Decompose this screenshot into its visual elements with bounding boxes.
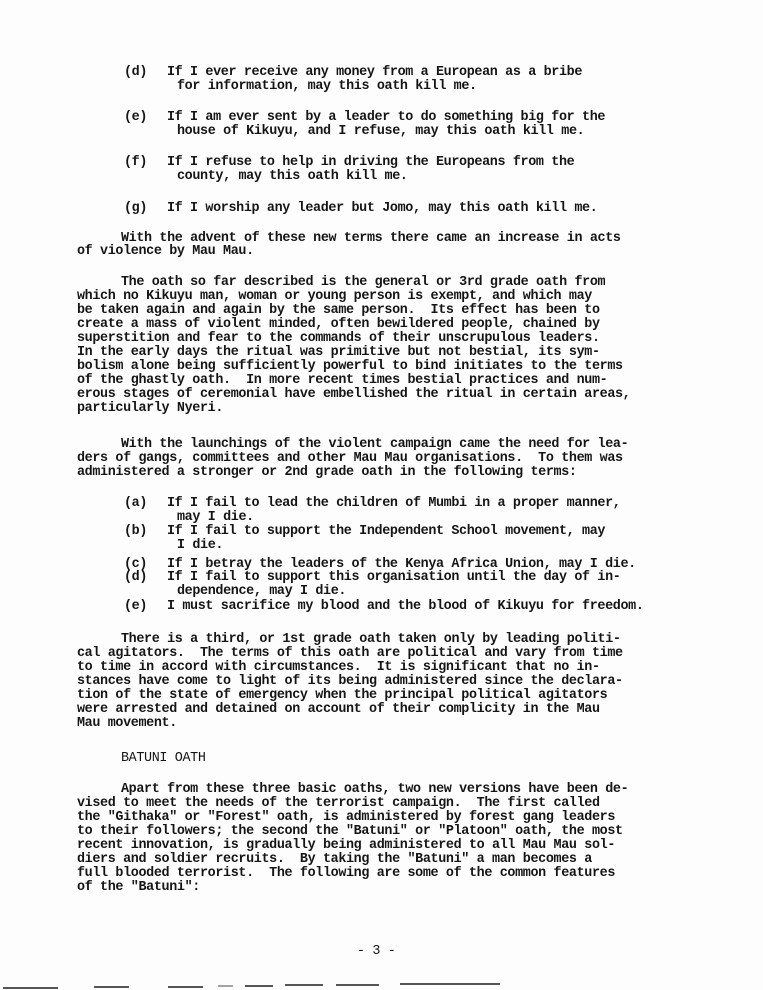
list-item-text: If I fail to support the Independent School movement, may xyxy=(167,524,606,539)
list-item-text: house of Kikuyu, and I refuse, may this oath kill me. xyxy=(177,124,585,139)
text-line: ders of gangs, committees and other Mau Mau organisations. To them was xyxy=(77,451,623,466)
text-line: With the launchings of the violent campaign came the need for lea- xyxy=(121,437,629,452)
list-item-text: I die. xyxy=(177,538,224,553)
text-line: Apart from these three basic oaths, two new versions have been de- xyxy=(121,782,629,797)
text-line: full blooded terrorist. The following are some of the common features xyxy=(77,866,615,881)
text-line: superstition and fear to the commands of their unscrupulous leaders. xyxy=(77,331,600,346)
text-line: of the ghastly oath. In more recent times bestial practices and num- xyxy=(77,373,608,388)
list-label: (d) xyxy=(124,65,148,80)
text-line: were arrested and detained on account of their complicity in the Mau xyxy=(77,702,600,717)
text-line: cal agitators. The terms of this oath are political and vary from time xyxy=(77,646,623,661)
list-item-text: If I fail to support this organisation until the day of in- xyxy=(167,570,621,585)
list-item-text: may I die. xyxy=(177,510,254,525)
list-label: (d) xyxy=(124,570,148,585)
text-line: vised to meet the needs of the terrorist campaign. The first called xyxy=(77,796,600,811)
text-line: administered a stronger or 2nd grade oath in the following terms: xyxy=(77,465,577,480)
text-line: tion of the state of emergency when the principal political agitators xyxy=(77,688,608,703)
list-item-text: If I betray the leaders of the Kenya Africa Union, may I die. xyxy=(167,557,636,572)
text-line: create a mass of violent minded, often bewildered people, chained by xyxy=(77,317,600,332)
list-label: (f) xyxy=(124,155,148,170)
text-line: of the "Batuni": xyxy=(77,880,200,895)
text-line: of violence by Mau Mau. xyxy=(77,244,254,259)
page-number: - 3 - xyxy=(357,944,396,959)
list-label: (e) xyxy=(124,599,148,614)
text-line: diers and soldier recruits. By taking the "Batuni" a man becomes a xyxy=(77,852,592,867)
list-item-text: If I am ever sent by a leader to do something big for the xyxy=(167,110,606,125)
text-line: be taken again and again by the same person. Its effect has been to xyxy=(77,303,600,318)
text-line: There is a third, or 1st grade oath taken only by leading politi- xyxy=(121,632,621,647)
text-line: particularly Nyeri. xyxy=(77,401,224,416)
text-line: In the early days the ritual was primitive but not bestial, its sym- xyxy=(77,345,600,360)
list-label: (e) xyxy=(124,110,148,125)
text-line: recent innovation, is gradually being administered to all Mau Mau sol- xyxy=(77,838,615,853)
list-label: (g) xyxy=(124,201,148,216)
text-line: erous stages of ceremonial have embellished the ritual in certain areas, xyxy=(77,387,631,402)
list-label: (c) xyxy=(124,557,148,572)
text-line: bolism alone being sufficiently powerful to bind initiates to the terms xyxy=(77,359,623,374)
section-heading-batuni-oath: BATUNI OATH xyxy=(121,751,206,766)
text-line: to their followers; the second the "Batuni" or "Platoon" oath, the most xyxy=(77,824,623,839)
list-label: (b) xyxy=(124,524,148,539)
list-item-text: county, may this oath kill me. xyxy=(177,169,408,184)
list-label: (a) xyxy=(124,496,148,511)
text-line: stances have come to light of its being administered since the declara- xyxy=(77,674,623,689)
list-item-text: If I refuse to help in driving the Europeans from the xyxy=(167,155,575,170)
text-line: The oath so far described is the general or 3rd grade oath from xyxy=(121,275,606,290)
list-item-text: for information, may this oath kill me. xyxy=(177,79,477,94)
text-line: which no Kikuyu man, woman or young person is exempt, and which may xyxy=(77,289,592,304)
list-item-text: I must sacrifice my blood and the blood of Kikuyu for freedom. xyxy=(167,599,644,614)
list-item-text: If I worship any leader but Jomo, may this oath kill me. xyxy=(167,201,598,216)
text-line: Mau movement. xyxy=(77,716,177,731)
list-item-text: dependence, may I die. xyxy=(177,584,347,599)
list-item-text: If I ever receive any money from a European as a bribe xyxy=(167,65,583,80)
text-line: to time in accord with circumstances. It is significant that no in- xyxy=(77,660,600,675)
text-line: the "Githaka" or "Forest" oath, is administered by forest gang leaders xyxy=(77,810,615,825)
list-item-text: If I fail to lead the children of Mumbi in a proper manner, xyxy=(167,496,621,511)
text-line: With the advent of these new terms there came an increase in acts xyxy=(121,231,621,246)
